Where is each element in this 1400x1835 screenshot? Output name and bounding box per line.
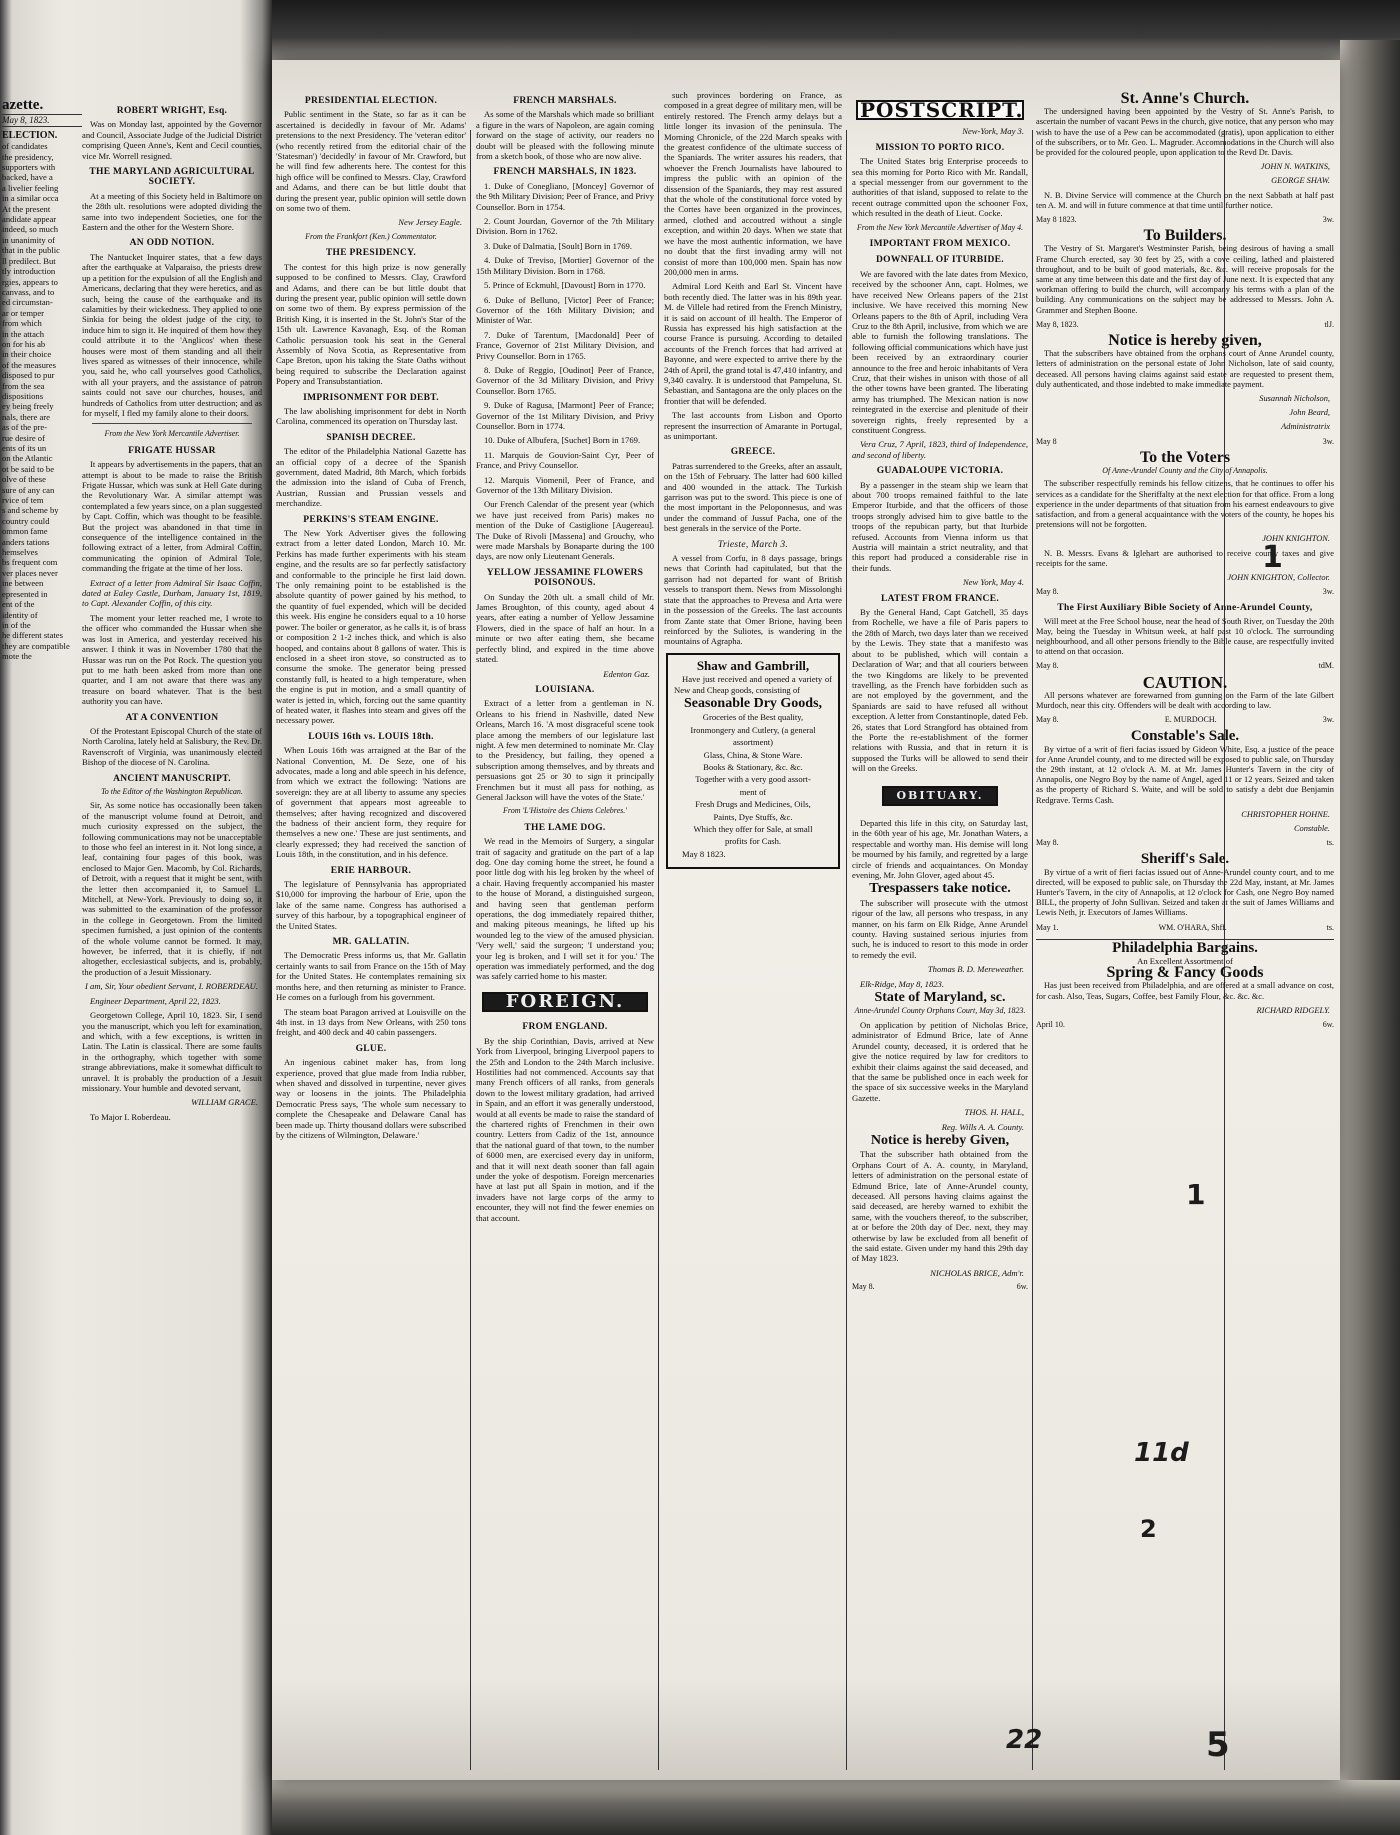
- shaw-line: Which they offer for Sale, at small: [693, 824, 813, 834]
- caution-footer: [1036, 715, 1334, 725]
- caution-date: May 8.: [1036, 715, 1059, 725]
- fragment-line: epresented in: [2, 588, 48, 599]
- st-annes-sig-2: GEORGE SHAW.: [1271, 176, 1330, 186]
- trieste-text: A vessel from Corfu, in 8 days passage, brings news that Corinth had capitulated, but that the garrison had not departed for want of British vessels to transport them. News from Missolonghi state that the approaches to Prevesa and Arta were in the possession of the Greeks. The last accounts from Zante state that Omer Brione, having been reinforced by the Suliotes, is wandering in the mountains of Agrapha.: [664, 553, 842, 647]
- fragment-line: that in the public: [2, 245, 60, 256]
- erie-heading: ERIE HARBOUR.: [330, 865, 412, 876]
- trespassers-date: Elk-Ridge, May 8, 1823.: [860, 978, 945, 989]
- marshals-heading: FRENCH MARSHALS.: [513, 96, 617, 106]
- shaw-intro: Have just received and opened a variety of New and Cheap goods, consisting of: [674, 674, 832, 695]
- handwritten-mark-4: 5: [1206, 1725, 1230, 1765]
- fragment-line: from the sea: [2, 380, 45, 391]
- fragment-line: in their choice: [2, 349, 52, 360]
- voters-nb: N. B. Messrs. Evans & Iglehart are authorised to receive county taxes and give receipts for the same.: [1036, 548, 1334, 568]
- marshal-entry: 11. Marquis de Gouvion-Saint Cyr, Peer of France, and Privy Counsellor.: [476, 449, 654, 471]
- philadelphia-footer: [1036, 1020, 1334, 1030]
- fragment-line: anders tations: [2, 536, 50, 547]
- fragment-lines: [2, 141, 82, 661]
- sheriff-term: ts.: [1326, 922, 1334, 932]
- caution-term: 3w.: [1322, 715, 1334, 725]
- trieste-heading: Trieste, March 3.: [717, 539, 789, 550]
- notice-text: That the subscriber hath obtained from the Orphans Court of A. A. county, in Maryland, letters of administration on the personal estate of Edmund Brice, late of Anne-Arundel county, deceased. All persons having claims against the said deceased, are hereby warned to exhibit the same, with the vouchers thereof, to the subscriber, at or before the 20th day of Dec. next, they may otherwise by law be excluded from all benefit of the said estate. Given under my hand this 29th day of May 1823.: [852, 1149, 1028, 1264]
- perkins-heading: PERKINS'S STEAM ENGINE.: [303, 514, 439, 525]
- notice-term: 6w.: [1016, 1282, 1028, 1292]
- mexico-signature: Vera Cruz, 7 April, 1823, third of Independence, and second of liberty.: [852, 439, 1028, 460]
- column-rule: [470, 130, 471, 1770]
- sheriff-heading: Sheriff's Sale.: [1140, 851, 1230, 868]
- constable-signature: CHRISTOPHER HOHNE.: [1241, 809, 1330, 819]
- scan-bottom-shadow: [272, 1780, 1400, 1835]
- fragment-line: in of the: [2, 619, 31, 630]
- marshal-entry: 5. Prince of Eckmuhl, [Davoust] Born in 1770.: [484, 280, 646, 291]
- manuscript-sub: To the Editor of the Washington Republican.: [101, 786, 243, 796]
- fragment-line: s and scheme by: [2, 505, 59, 516]
- fragment-line: from which: [2, 318, 42, 329]
- imprisonment-heading: IMPRISONMENT FOR DEBT.: [303, 392, 439, 403]
- shaw-line: Books & Stationary, &c. &c.: [703, 761, 803, 772]
- manuscript-heading: ANCIENT MANUSCRIPT.: [113, 773, 231, 784]
- philadelphia-date: April 10.: [1036, 1020, 1065, 1030]
- marshal-entry: 10. Duke of Albufera, [Suchet] Born in 1769.: [484, 435, 641, 446]
- mexico-source: From the New York Mercantile Advertiser of May 4.: [856, 222, 1024, 232]
- fragment-line: sure of any can: [2, 484, 55, 495]
- fragment-line: hemselves: [2, 547, 38, 558]
- fragment-line: they are compatible: [2, 640, 70, 651]
- maryland-signature-2: Reg. Wills A. A. County.: [941, 1121, 1024, 1132]
- constable-term: ts.: [1326, 838, 1334, 848]
- handwritten-mark-6: 22: [1006, 1725, 1043, 1755]
- st-annes-nb: N. B. Divine Service will commence at the Church on the next Sabbath at half past ten A. M. and will in future commence at that time until further notice.: [1036, 190, 1334, 210]
- manuscript-signature: I am, Sir, Your obedient Servant, I. ROBERDEAU.: [85, 981, 258, 992]
- marshals-list: [476, 181, 654, 496]
- presidential-text: Public sentiment in the State, so far as it can be ascertained is decidedly in favour of Mr. Adams' pretensions to the next Presidency. The 'veteran editor' (who recently retired from the editorial chair of the 'Statesman') 'decidedly' in favour of Mr. Crawford, but he will find few adherents here. The contest for this high office will be confined to Messrs. Clay, Crawford and Adams, and there can be but little doubt that during the present year, public opinion will settle down on some two of them.: [276, 109, 466, 214]
- foreign-continued-text: such provinces bordering on France, as composed in a great degree of military men, will be entirely restored. The French army delays but a little longer its invasion of the peninsula. The Morning Chronicle, of the 22d March speaks with the greatest confidence of the ultimate success of the Spaniards. The writer assures his readers, that whoever the French Journalists have laboured to impress the public with an opinion of the dissension of the Spaniards, they may rest assured that the whole of the constitutional force voted by the Cortes have been organized in the provinces, armed, clothed and accoutred without a single exception, and within 20 days. When we state that we have the most authentic information, we have no doubt that the first invading army will not consist of more than 100,000 men. Spain has now 200,000 men in arms.: [664, 90, 842, 277]
- lame-dog-text: We read in the Memoirs of Surgery, a singular trait of sagacity and gratitude on the part of a lap dog. One day coming home the street, he found a poor little dog with his leg broken by the wheel of a chair. Having frequently accompanied his master to the house of Morand, a distinguished surgeon, and having seen that gentleman perform operations, the dog immediately repaired thither, and making piteous meanings, he lifted up his wounded leg to the view of the amused physician. 'Very well,' said the surgeon; 'I understand you; your leg is broken, and I will set it for you.' The operation was immediately performed, and the dog was safely carried home to his master.: [476, 836, 654, 982]
- presidential-source: New Jersey Eagle.: [398, 217, 462, 228]
- philadelphia-heading: Philadelphia Bargains.: [1036, 939, 1334, 953]
- shaw-line: Glass, China, & Stone Ware.: [703, 749, 803, 760]
- voters-text: The subscriber respectfully reminds his fellow citizens, that he continues to offer his services as a candidate for the Sheriffalty at the next election for that office. From a long experience in the under departments of that situation from his earnest endeavours to give satisfaction, and from a general acquaintance with the voters of the county, he hopes his pretensions will not be forgotten.: [1036, 479, 1334, 530]
- scan-top-shadow: [272, 0, 1400, 62]
- shaw-lines: [674, 712, 832, 846]
- presidency-text: The contest for this high prize is now generally supposed to be confined to Messrs. Clay, Crawford and Adams, and there can be but little doubt that during the present year, public opinion will settle down on some two of them. By express permission of the British King, it is inserted in the St. John's Star of the 15th ult. Lawrence Kavanagh, Esq. of the Roman Catholic persuasion took his seat in the General Assembly of Nova Scotia, as Representative from Cape Breton, upon his taking the State Oaths without being required to subscribe the Declaration against Popery and Transubstantiation.: [276, 261, 466, 387]
- latest-dateline: New York, May 4.: [962, 577, 1024, 588]
- postscript-banner: POSTSCRIPT.: [856, 100, 1024, 120]
- guadaloupe-heading: GUADALOUPE VICTORIA.: [876, 466, 1004, 477]
- trespassers-signature: Thomas B. D. Mereweather.: [927, 964, 1024, 975]
- shaw-line: Ironmongery and Cutlery, (a general: [690, 724, 816, 735]
- extract-text: The moment your letter reached me, I wrote to the officer who commanded the Hussar when she was lost in America, and yesterday received his answer. I think it was in November 1780 that the Hussar was run on the Pot Rock. The question you put to me hath been asked from more than one quarter, and I am not aware that there was any treasure on board whatever. That is the best authority you can have.: [82, 612, 262, 707]
- steamboat-text: The steam boat Paragon arrived at Louisville on the 4th inst. in 13 days from New Orleans, with 250 tons freight, and 400 deck and 40 cabin passengers.: [276, 1006, 466, 1038]
- louisiana-heading: LOUISIANA.: [535, 684, 595, 695]
- frigate-text: It appears by advertisements in the papers, that an attempt is about to be made to raise the British Frigate Hussar, which was sunk at Hell Gate during the Revolutionary War. A similar attempt was contemplated a few years since, on a plan suggested by Capt. Coffin, which was thought to be feasible. But the project was abandoned in that time in consequence of the intelligence contained in the following extract of a letter, from Admiral Coffin, communicating the opinion of Admiral Tole, commanding the frigate at the time of her loss.: [82, 459, 262, 574]
- date-fragment: May 8, 1823.: [2, 114, 82, 126]
- fragment-line: ine between: [2, 578, 44, 589]
- latest-france-heading: LATEST FROM FRANCE.: [880, 593, 1000, 604]
- given-role: Administratrix: [1281, 422, 1330, 432]
- column-marshals: [476, 90, 654, 1770]
- fragment-line: rvice of tem: [2, 495, 44, 506]
- gallatin-text: The Democratic Press informs us, that Mr. Gallatin certainly wants to sail from France on the 15th of May for the United States. He contemplates remaining six months here, and then returning as minister to France. He comes on a furlough from his government.: [276, 950, 466, 1003]
- kentucky-source: From the Frankfort (Ken.) Commentator.: [305, 231, 437, 241]
- obituary-banner: OBITUARY.: [882, 786, 998, 806]
- voters-term: 3w.: [1322, 587, 1334, 597]
- fragment-line: in unanimity of: [2, 234, 55, 245]
- foreign-continued-text-3: The last accounts from Lisbon and Oporto represent the insurrection of Amarante in Portugal, as unimportant.: [664, 410, 842, 441]
- philadelphia-signature: RICHARD RIDGELY.: [1256, 1005, 1330, 1015]
- fragment-line: the presidency,: [2, 151, 54, 162]
- fragment-line: in the attach: [2, 328, 44, 339]
- perkins-text: The New York Advertiser gives the following extract from a letter dated London, March 10. Mr. Perkins has made further experiments with his steam engine, and the results are so far perfectly satisfactory and conformable to the principle he first laid down. The only remaining point to be established is the absolute quantity of power gained by his method, to the quantity of fuel expended, which will be decided this week. His engine he considers equal to a 10 horse power. The boiler or generator, as he calls it, is of brass or composition 2 1-2 inches thick, and which is also hooped, and contains about 8 gallons of water. This is enclosed in a sheet iron stove, so constructed as to consume the smoke. The generator being pressed constantly full, is heated to a high temperature, when the engine is put in motion, and a small quantity of water is jetted in, which, forcing out the same quantity of heated water, it flashes into steam and gives off the necessary power.: [276, 528, 466, 726]
- england-heading: FROM ENGLAND.: [522, 1022, 608, 1033]
- frigate-source: From the New York Mercantile Advertiser.: [104, 429, 240, 439]
- fragment-line: rue desire of: [2, 432, 45, 443]
- election-fragment: ELECTION.: [2, 129, 58, 141]
- fragment-line: in a similar occa: [2, 193, 59, 204]
- fragment-line: ar or temper: [2, 307, 44, 318]
- georgetown-text: Georgetown College, April 10, 1823. Sir, I send you the manuscript, which you left for examination, and which, with a few exceptions, is written in Latin. The Latin is classical. There are some faults in the orthography, which together with some strange abbreviations, make it somewhat difficult to unravel. It is probably the production of a Jesuit missionary. Your humble and devoted servant,: [82, 1010, 262, 1093]
- fragment-line: of the measures: [2, 359, 56, 370]
- foreign-continued-text-2: Admiral Lord Keith and Earl St. Vincent have both recently died. The latter was in his 89th year. M. de Villele had retired from the French Ministry, it is said on account of ill health. The Emperor of Russia has expressed his high satisfaction at the course France is pursuing. According to detailed accounts of the French forces that had arrived at Bayonne, and were expected to arrive there by the 24th of April, the grand total is 47,410 infantry, and 9,340 cavalry. It is understood that Pampeluna, St. Sebastian, and Santagona are the only places on the frontier that will be defended.: [664, 281, 842, 406]
- sheriff-signature: WM. O'HARA, Shff.: [1158, 922, 1227, 932]
- marshal-entry: 2. Count Jourdan, Governor of the 7th Military Division. Born in 1762.: [476, 216, 654, 237]
- obituary-text: Departed this life in this city, on Saturday last, in the 60th year of his age, Mr. Jonathan Waters, a respectable and worthy man. His demise will long be mourned by his family, and regretted by a large circle of friends and acquaintances. On Monday evening, Mr. John Glover, aged about 45.: [852, 817, 1028, 880]
- constable-footer: [1036, 838, 1334, 848]
- st-annes-date: May 8 1823.: [1036, 215, 1077, 225]
- builders-footer: [1036, 320, 1334, 330]
- maryland-heading: State of Maryland, sc.: [874, 990, 1006, 1006]
- st-annes-text: The undersigned having been appointed by the Vestry of St. Anne's Parish, to ascertain the number of vacant Pews in the church, give notice, that any person who may wish to have the use of a Pew can be accommodated (gratis), upon application to either of the subscribers, or to Mr. Geo. L. Magruder. Accommodations in the Church will also be provided for the coloured people, upon application to the Revd Dr. Davis.: [1036, 107, 1334, 158]
- fragment-line: bs frequent com: [2, 557, 58, 568]
- constable-role: Constable.: [1293, 823, 1330, 833]
- fragment-line: ll predilect. But: [2, 255, 56, 266]
- fragment-line: on for his ab: [2, 338, 46, 349]
- georgetown-signature: WILLIAM GRACE.: [191, 1097, 258, 1108]
- odd-text: The Nantucket Inquirer states, that a few days after the earthquake at Valparaiso, the priests drew up a petition for the expulsion of all the English and Americans, declaring that they were heretics, and as such, being the cause of the earthquake and its calamities by their wickedness. They applied to one Sinkia for being the oldest judge of the city, to induce him to sign it. He inquired of them how they could attribute it to the 'Anglicos' when these houses were most of them standing and all their lives spared as witnesses of their innocence, while you, said he, who call yourselves good Catholics, with all your prayers, and the assistance of patron saints could not save our churches, houses, and hundreds of Catholics from utter destruction; and as for myself, I fled my family alone to their doors.: [82, 251, 262, 418]
- marshal-entry: 1. Duke of Conegliano, [Moncey] Governor of the 9th Military Division; Peer of France, and Privy Counsellor. Born in 1754.: [476, 180, 654, 212]
- notice-date: May 8.: [852, 1282, 875, 1292]
- st-annes-sig-1: JOHN N. WATKINS,: [1260, 162, 1330, 172]
- marshal-entry: 4. Duke of Treviso, [Mortier] Governor of the 15th Military Division. Born in 1768.: [476, 255, 654, 276]
- marshal-entry: 8. Duke of Reggio, [Oudinot] Peer of France, Governor of the 3d Military Division, and Privy Counsellor. Born 1765.: [476, 364, 654, 396]
- bible-date: May 8.: [1036, 661, 1059, 671]
- fragment-line: ed circumstan-: [2, 297, 53, 308]
- voters-signature: JOHN KNIGHTON.: [1262, 534, 1330, 544]
- caution-text: All persons whatever are forewarned from gunning on the Farm of the late Gilbert Murdoch, near this city. Offenders will be dealt with according to law.: [1036, 690, 1334, 710]
- marshal-entry: 3. Duke of Dalmatia, [Soult] Born in 1769.: [484, 240, 632, 251]
- agri-text: At a meeting of this Society held in Baltimore on the 28th ult. resolutions were adopted dividing the same into two independent Societies, one for the Eastern and the other for the Western Shore.: [82, 190, 262, 233]
- shaw-line: Together with a very good assort-: [695, 774, 811, 785]
- fragment-line: ent of the: [2, 599, 35, 610]
- iturbide-heading: DOWNFALL OF ITURBIDE.: [876, 255, 1004, 266]
- fragment-line: he different states: [2, 630, 63, 641]
- convention-text: Of the Protestant Episcopal Church of the state of North Carolina, lately held at Salisbury, the Rev. Dr. Ravenscroft of Virginia, was unanimously elected Bishop of the diocese of N. Carolina.: [82, 725, 262, 768]
- dog-source: From 'L'Histoire des Chiens Celebres.': [502, 806, 627, 816]
- column-foreign-cont: [664, 90, 842, 1770]
- england-text: By the ship Corinthian, Davis, arrived at New York from Liverpool, bringing Liverpool papers to the 25th and London to the 24th March inclusive. Hostilities had not commenced. Accounts say that many French officers of all ranks, from generals down to the lowest military gradation, had arrived in Spain, and an effort it was generally understood, would at all events be made to raise the standard of the chartered rights of Frenchmen in their own country. Letters from Cadiz of the 1st, announce that the national guard of that town, to the number of 6000 men, are exercised every day in uniform, and that it will next death sooner than fall again under the yoke of despotism. Foreign mercenaries have at last put all Spain in motion, and if the invaders have not large corps of the army to encounter, they will not find the fewer enemies on that account.: [476, 1035, 654, 1223]
- spanish-decree-heading: SPANISH DECREE.: [326, 432, 416, 443]
- notice-footer: [852, 1282, 1028, 1292]
- guadaloupe-text: By a passenger in the steam ship we learn that about 700 troops remained faithful to the late Emperor Iturbide, and that the officers of those troops strongly advised him to give battle to the troops of the repubican party, but that Iturbide refused. Accounts from Vienna inform us that Austria will maintain a strict neutrality, and that this report had produced a considerable rise in their funds.: [852, 479, 1028, 573]
- voters-footer: [1036, 587, 1334, 597]
- st-annes-term: 3w.: [1322, 215, 1334, 225]
- erie-text: The legislature of Pennsylvania has appropriated $10,000 for improving the harbour of Erie, upon the lake of the same name. Congress has authorised a survey of this harbour, by a topographical engineer of the United States.: [276, 879, 466, 931]
- left-fragment-column: [2, 100, 82, 662]
- shaw-gambrill-ad: [666, 653, 840, 870]
- odd-heading: AN ODD NOTION.: [129, 238, 215, 249]
- imprisonment-text: The law abolishing imprisonment for debt in North Carolina, commenced its operation on Thursday last.: [276, 405, 466, 427]
- porto-rico-text: The United States brig Enterprise proceeds to sea this morning for Porto Rico with Mr. Randall, a special messenger from our government to the authorities of that island, supposed to relate to the recent outrage committed upon the schooner Fox, which resulted in the death of Lieut. Cocke.: [852, 156, 1028, 219]
- mexico-heading: IMPORTANT FROM MEXICO.: [869, 239, 1011, 250]
- shaw-line: assortment): [732, 737, 774, 748]
- philadelphia-text: Has just been received from Philadelphia, and are offered at a small advance on cost, for cash. Also, Teas, Sugars, Coffee, best Family Flour, &c. &c. &c.: [1036, 981, 1334, 1001]
- fragment-line: nals, there are: [2, 411, 50, 422]
- fragment-line: dispositions: [2, 390, 44, 401]
- given-text: That the subscribers have obtained from the orphans court of Anne Arundel county, letters of administration on the personal estate of John Nicholson, late of said county, deceased. All persons having claims against said estate are requested to present them, duly authenticated, and those indebted to make immediate payment.: [1036, 349, 1334, 389]
- philadelphia-term: 6w.: [1322, 1020, 1334, 1030]
- convention-heading: AT A CONVENTION: [125, 712, 219, 723]
- presidency-heading: THE PRESIDENCY.: [325, 248, 417, 259]
- st-annes-heading: St. Anne's Church.: [1120, 92, 1250, 107]
- manuscript-date: Engineer Department, April 22, 1823.: [90, 995, 221, 1006]
- fragment-line: backed, have a: [2, 172, 53, 183]
- shaw-line: Paints, Dye Stuffs, &c.: [713, 811, 793, 822]
- jessamine-source: Edenton Gaz.: [603, 668, 650, 679]
- fragment-line: on the Atlantic: [2, 453, 53, 464]
- builders-date: May 8, 1823.: [1036, 319, 1079, 329]
- builders-heading: To Builders.: [1143, 227, 1227, 245]
- fragment-line: disposed to pur: [2, 370, 55, 381]
- fragment-line: rgies, appears to: [2, 276, 58, 287]
- voters-date: May 8.: [1036, 587, 1059, 597]
- given-footer: [1036, 437, 1334, 447]
- bible-heading: The First Auxiliary Bible Society of Anne-Arundel County,: [1057, 603, 1313, 614]
- fragment-line: identity of: [2, 609, 38, 620]
- porto-rico-heading: MISSION TO PORTO RICO.: [875, 142, 1005, 153]
- fragment-line: canvass, and to: [2, 286, 55, 297]
- left-page-column-1: [82, 100, 262, 1600]
- jessamine-text: On Sunday the 20th ult. a small child of Mr. James Broughton, of this county, aged about 4 years, after eating a number of Yellow Jessamine Flowers, died in the space of half an hour. In a minute or two after eating them, she became perfectly blind, and expired in the time above stated.: [476, 591, 654, 665]
- georgetown-to: To Major I. Roberdeau.: [90, 1111, 171, 1122]
- book-right-edge: [1340, 40, 1400, 1835]
- voters-heading: To the Voters: [1139, 448, 1231, 466]
- fragment-line: ents of its un: [2, 443, 47, 453]
- gallatin-heading: MR. GALLATIN.: [332, 937, 410, 948]
- fragment-line: tly introduction: [2, 266, 56, 277]
- constable-heading: Constable's Sale.: [1130, 728, 1240, 745]
- handwritten-mark-5: 11d: [1134, 1438, 1189, 1468]
- voters-sub: Of Anne-Arundel County and the City of Annapolis.: [1102, 466, 1268, 476]
- marshals-tail: Our French Calendar of the present year (which we have just received from Paris) makes no mention of the Duke of Castiglione [Augereau]. The Duke of Rivoli [Massena] and Grouchy, who were made Marshals by Bonaparte during the 100 days, are now only Lieutenant Generals.: [476, 499, 654, 562]
- advertisements-column: [1036, 92, 1334, 1772]
- shaw-line: profits for Cash.: [724, 836, 782, 847]
- latest-france-text: By the General Hand, Capt Gatchell, 35 days from Rochelle, we have a file of Paris papers to the 28th of March, two days later than we received by the Lewis. They state that a manifesto was about to be published, which will contain a Declaration of War; and that all couriers between the two Kingdoms are likely to be prevented travelling, as the French have forbidden such as are not employed by the government, and the Spaniards are said to have refused all without exception. A letter from Constantinople, dated Feb. 26, states that Lord Strangford has obtained from the Porte the re-establishment of the former relations with Russia, and that in return it is supposed the Turks will be allowed to send their will on the Greeks.: [852, 607, 1028, 774]
- foreign-banner: FOREIGN.: [482, 992, 648, 1012]
- glue-text: An ingenious cabinet maker has, from long experience, proved that glue made from India rubber, when shaved and dissolved in turpentine, never gives way or loosens in the joints. The Philadelphia Democratic Press says, 'The whole sum necessary to complete the Chesapeake and Delaware Canal has been made up. Thirty thousand dollars were subscribed by the citizens of Wilmington, Delaware.': [276, 1057, 466, 1140]
- louisiana-text: Extract of a letter from a gentleman in N. Orleans to his friend in Nashville, dated New Orleans, March 16. 'A most disgraceful scene took place among the members of our legislature last night. A few men determined to nominate Mr. Clay to the Presidency, but failing, they opened a subscription among themselves, and by threats and persuasions got 25 or 30 to sign it principally Frenchmen but it must all pass for nothing, as General Jackson will have the votes of the State.': [476, 698, 654, 802]
- column-rule: [1032, 130, 1033, 1770]
- wright-text: Was on Monday last, appointed by the Governor and Council, Associate Judge of the Judicial District comprising Queen Anne's, Kent and Cecil counties, vice Mr. Worrell resigned.: [82, 119, 262, 161]
- extract-heading: Extract of a letter from Admiral Sir Isaac Coffin, dated at Ealey Castle, Durham, January 1st, 1819, to Capt. Alexander Coffin, of this city.: [82, 577, 262, 609]
- sheriff-footer: [1036, 923, 1334, 933]
- fragment-line: ey being freely: [2, 401, 54, 412]
- given-term: 3w.: [1322, 436, 1334, 446]
- lame-dog-heading: THE LAME DOG.: [524, 822, 606, 833]
- divider: [92, 423, 252, 424]
- given-sig-1: Susannah Nicholson,: [1259, 394, 1330, 404]
- louis-heading: LOUIS 16th vs. LOUIS 18th.: [308, 731, 434, 742]
- sheriff-date: May 1.: [1036, 922, 1059, 932]
- column-rule: [658, 130, 659, 1770]
- constable-date: May 8.: [1036, 838, 1059, 848]
- philadelphia-big: Spring & Fancy Goods: [1106, 964, 1264, 982]
- fragment-line: a livelier feeling: [2, 182, 59, 193]
- greece-text: Patras surrendered to the Greeks, after an assault, on the 15th of February. The latter had 600 killed and 400 wounded in the attack. The Turkish garrison was put to the sword. This piece is one of the most important in the Peloponnesus, and was under the command of Jussuf Pacha, one of the best generals in the service of the Porte.: [664, 460, 842, 534]
- marshals-intro: As some of the Marshals which made so brilliant a figure in the wars of Napoleon, are again coming forward on the stage of activity, our readers no doubt will be pleased with the following minute from a sketch book, of those who are now alive.: [476, 109, 654, 162]
- postscript-dateline: New-York, May 3.: [962, 126, 1024, 137]
- jessamine-heading: YELLOW JESSAMINE FLOWERS POISONOUS.: [486, 567, 644, 589]
- fragment-line: country could: [2, 515, 50, 526]
- trespassers-heading: Trespassers take notice.: [869, 881, 1011, 897]
- presidential-heading: PRESIDENTIAL ELECTION.: [304, 96, 438, 106]
- notice-heading: Notice is hereby Given,: [870, 1132, 1010, 1148]
- wright-heading: ROBERT WRIGHT, Esq.: [116, 106, 228, 116]
- bible-footer: [1036, 661, 1334, 671]
- given-date: May 8: [1036, 436, 1057, 446]
- fragment-line: as of the pre-: [2, 422, 48, 433]
- shaw-line: Groceries of the Best quality,: [702, 712, 804, 723]
- column-presidential: [276, 90, 466, 1770]
- st-annes-footer: [1036, 215, 1334, 225]
- frigate-heading: FRIGATE HUSSAR: [128, 445, 216, 456]
- builders-text: The Vestry of St. Margaret's Westminster Parish, being desirous of having a small Frame Church erected, say 30 feet by 25, with a cove ceiling, lathed and plaistered throughout, and to be built of good materials, &c. &c. will receive proposals for the same at any time between this date and the first day of June next. It is expected that any workman offering to build the church, will accompany his terms with a plan of the building. Any communications on the subject may be addressed to Messrs. John A. Grammer and Stephen Boone.: [1036, 244, 1334, 315]
- marshal-entry: 7. Duke of Tarentum, [Macdonald] Peer of France, Governor of 21st Military Division, and Privy Counsellor. Born in 1765.: [476, 329, 654, 361]
- caution-heading: CAUTION.: [1142, 672, 1228, 692]
- bible-text: Will meet at the Free School house, near the head of South River, on Tuesday the 20th May, being the Tuesday in Whitsun week, at half past 10 o'clock. The surrounding neighbourhood, and all other persons friendly to the Bible cause, are respectfully invited to attend on that occasion.: [1036, 616, 1334, 657]
- glue-heading: GLUE.: [355, 1043, 387, 1054]
- fragment-line: supporters with: [2, 162, 56, 173]
- philadelphia-sub: An Excellent Assortment of: [1137, 956, 1233, 967]
- fragment-line: ot be said to be: [2, 463, 55, 474]
- masthead-fragment: azette.: [2, 100, 44, 113]
- caution-signature: E. MURDOCH.: [1164, 715, 1217, 725]
- maryland-sub: Anne-Arundel County Orphans Court, May 3d, 1823.: [854, 1006, 1026, 1016]
- trespassers-text: The subscriber will prosecute with the utmost rigour of the law, all persons who trespass, in any manner, on his farm on Elk Ridge, Anne Arundel county. Having sustained serious injuries from such, he is induced to resort to this mode in order to remedy the evil.: [852, 897, 1028, 960]
- notice-signature: NICHOLAS BRICE, Adm'r.: [930, 1267, 1024, 1278]
- fragment-line: ver places never: [2, 567, 58, 578]
- fragment-line: of candidates: [2, 141, 48, 152]
- marshal-entry: 6. Duke of Belluno, [Victor] Peer of France; Governor of the 16th Military Division; and Minister of War.: [476, 294, 654, 326]
- shaw-line: Fresh Drugs and Medicines, Oils,: [695, 799, 811, 810]
- handwritten-mark-1: 1: [1262, 540, 1283, 575]
- handwritten-mark-2: 1: [1186, 1178, 1206, 1211]
- marshal-entry: 9. Duke of Ragusa, [Marmont] Peer of France; Governor of the 1st Military Division, and Privy Counsellor. Born in 1774.: [476, 400, 654, 431]
- sheriff-text: By virtue of a writ of fieri facias issued out of Anne-Arundel county court, and to me directed, will be exposed to public sale, on Thursday the 22d May, instant, at Mr. James Hunter's Tavern, in the city of Annapolis, at 12 o'clock for Cash, one Negro Boy named BILL, the property of John Sullivan. Seized and taken at the suit of James Williams and Lewis Neth, jr. Executors of James Williams.: [1036, 867, 1334, 918]
- voters-signature-2: JOHN KNIGHTON, Collector.: [1227, 572, 1330, 582]
- fragment-line: At the present: [2, 203, 51, 214]
- shaw-line: ment of: [739, 786, 767, 797]
- bible-term: tdM.: [1318, 661, 1334, 671]
- fragment-line: andidate appear: [2, 214, 57, 225]
- agri-heading: THE MARYLAND AGRICULTURAL SOCIETY.: [89, 167, 255, 188]
- column-rule: [846, 130, 847, 1770]
- fragment-line: ommon fame: [2, 526, 48, 537]
- builders-term: tlJ.: [1324, 319, 1334, 329]
- marshals-subheading: FRENCH MARSHALS, IN 1823.: [493, 167, 637, 178]
- mexico-text: We are favored with the late dates from Mexico, received by the schooner Ann, capt. Holmes, we have received New Orleans papers of the 21st inclusive. We have received this morning New Orleans papers to the 8th of April, including Vera Cruz to the 8th April, inclusive, from which we are able to furnish the following translations. The following official communications which have just been received by an extraordinary courier announce to the free and heroic inhabitants of Vera Cruz, that their wishes in unison with those of all the other towns have been granted. The liberating army has triumphed. The Mexican nation is now reintegrated in the exercise and plenitude of their sovereign rights, freely represented by a constituent Congress.: [852, 268, 1028, 435]
- constable-text: By virtue of a writ of fieri facias issued by Gideon White, Esq. a justice of the peace for Anne Arundel county, and to me directed will be exposed to public sale, on Thursday the 29th instant, at 12 o'clock A. M. at Mr. James Hunter's Tavern in the city of Annapolis, one Negro Boy by the name of Angel, aged 11 or 12 years. Seized and taken as the property of Richard S. Waite, and will be sold to satisfy a debt due Benjamin Redgrave. Terms Cash.: [1036, 744, 1334, 805]
- maryland-text: On application by petition of Nicholas Brice, administrator of Edmund Brice, late of Anne Arundel county, deceased, it is ordered that he give the notice required by law for creditors to exhibit their claims against the said deceased, and that the same be published once in each week for the space of six successive weeks in the Maryland Gazette.: [852, 1019, 1028, 1103]
- maryland-signature: THOS. H. HALL,: [964, 1107, 1024, 1118]
- fragment-line: olve of these: [2, 474, 46, 485]
- marshal-entry: 12. Marquis Viomenil, Peer of France, and Governor of the 13th Military Division.: [476, 474, 654, 495]
- shaw-date: May 8 1823.: [682, 848, 726, 859]
- shaw-heading: Shaw and Gambrill,: [696, 657, 810, 673]
- louis-text: When Louis 16th was arraigned at the Bar of the National Convention, M. De Seze, one of his advocates, made a long and able speech in his defence, from which we extract the following: 'Nations are sovereign: they are at all liberty to assume any species of government that appears most agreeable to themselves; after having recognized and discovered the badness of their ancient form, they require for themselves a new one.' These are just sentiments, and clearly expressed; they had received the sanction of Louis 18th, in the constitution, and in his defence.: [276, 745, 466, 860]
- shaw-big: Seasonable Dry Goods,: [683, 695, 823, 711]
- column-postscript: [852, 90, 1028, 1770]
- handwritten-mark-3: 2: [1140, 1515, 1157, 1543]
- fragment-line: mote the: [2, 651, 32, 662]
- spanish-decree-text: The editor of the Philadelphia National Gazette has an official copy of a decree of the Spanish government, dated Madrid, 8th March, which forbids the admission into the island of Cuba of French, Austrian, Russian and Prussian vessels and merchandize.: [276, 446, 466, 509]
- greece-heading: GREECE.: [730, 447, 776, 458]
- manuscript-text: Sir, As some notice has occasionally been taken of the manuscript volume found at Detroit, and much curiosity expressed on the subject, the following communications may not be unacceptable to those who feel an interest in it. Not long since, a leaf, containing four pages of this book, was enclosed to Major Gen. Macomb, by Col. Richards, of Detroit, with a request that it might be sent, with the letter then accompanied it, to Samuel L. Mitchell, at New-York. Previously to doing so, it was submitted to the examination of the professor in the college in Georgetown. From the limited specimen furnished, a just opinion of the contents of the whole volume cannot be formed. It may, however, be inferred, that it is chiefly, if not altogether, ecclesiastical subjects, and is, probably, the production of a Jesuit Missionary.: [82, 800, 262, 977]
- given-heading: Notice is hereby given,: [1108, 332, 1262, 350]
- fragment-line: indeed, so much: [2, 224, 59, 235]
- given-sig-2: John Beard,: [1289, 408, 1330, 418]
